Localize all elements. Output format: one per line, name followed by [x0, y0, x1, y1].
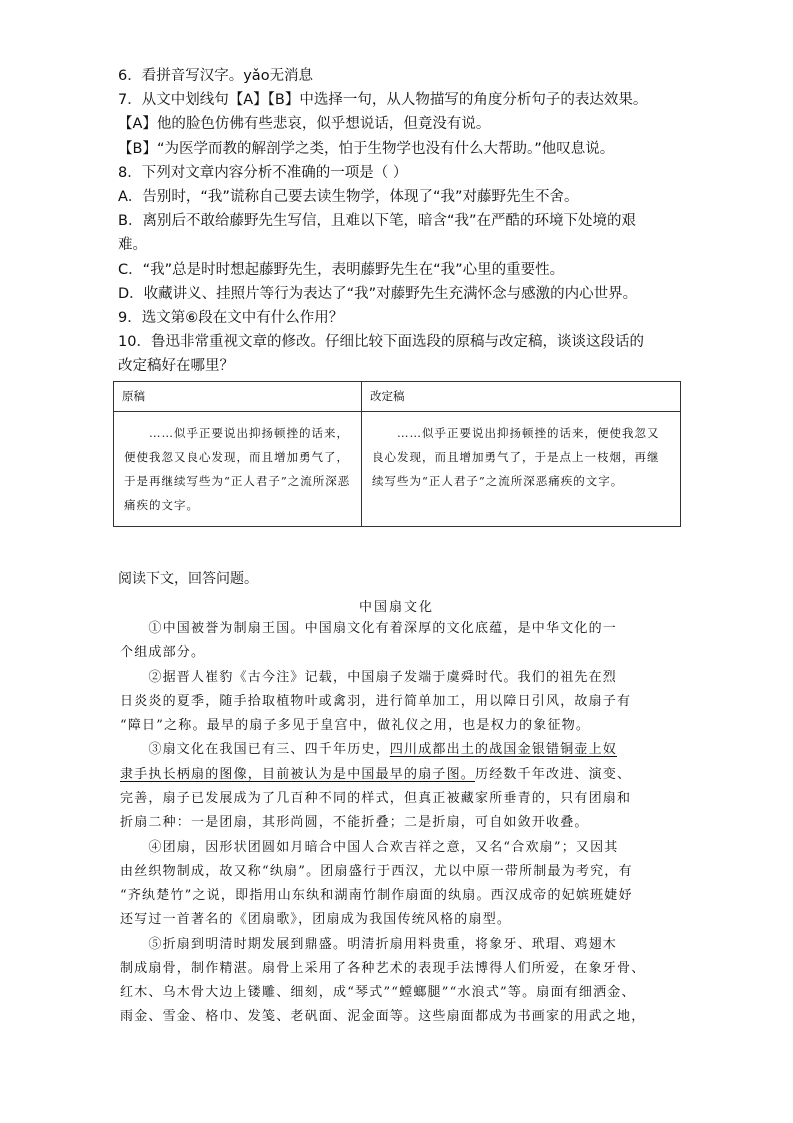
comparison-table: [113, 381, 681, 527]
question-9: 9．选文第⑥段在文中有什么作用？: [118, 310, 344, 326]
underlined-sentence: 四川成都出土的战国金银错铜壶上奴: [389, 742, 618, 757]
underlined-sentence-cont: 隶手执长柄扇的图像，目前被认为是中国最早的扇子图。: [120, 767, 476, 782]
table-header-revised: 改定稿: [362, 382, 681, 412]
article-line: 个组成部分。: [120, 645, 206, 660]
table-cell-revised: ……似乎正要说出抑扬顿挫的话来，便使我忽又良心发现，而且增加勇气了，于是点上一枝烟，再继续写些为“正人君子”之流所深恶痛疾的文字。: [362, 412, 681, 527]
question-8: 8．下列对文章内容分析不准确的一项是（ ）: [118, 165, 408, 181]
article-line: ①中国被誉为制扇王国。中国扇文化有着深厚的文化底蕴，是中华文化的一: [120, 621, 618, 636]
article-line: [120, 738, 617, 762]
article-line: “障日”之称。最早的扇子多见于皇宫中，做礼仪之用，也是权力的象征物。: [120, 718, 591, 733]
table-cell-original: ……似乎正要说出抑扬顿挫的话来，便使我忽又良心发现，而且增加勇气了，于是再继续写些为“正人君子”之流所深恶痛疾的文字。: [114, 412, 362, 527]
question-10: 10．鲁迅非常重视文章的修改。仔细比较下面选段的原稿与改定稿，谈谈这段话的: [118, 334, 644, 350]
article-line: ⑤折扇到明清时期发展到鼎盛。明清折扇用料贵重，将象牙、玳瑁、鸡翅木: [120, 937, 618, 952]
article-line: 红木、乌木骨大边上镂雕、细刻，成“琴式”“螳螂腿”“水浪式”等。扇面有细洒金、: [120, 985, 636, 1000]
article-line: ②据晋人崔豹《古今注》记载，中国扇子发端于虞舜时代。我们的祖先在烈: [120, 670, 618, 685]
article-line: ④团扇，因形状团圆如月暗合中国人合欢吉祥之意，又名“合欢扇”；又因其: [120, 840, 619, 855]
table-header-original: 原稿: [114, 382, 362, 412]
question-8-option-b-cont: 难。: [118, 237, 147, 253]
article-line: 还写过一首著名的《团扇歌》，团扇成为我国传统风格的扇型。: [120, 912, 512, 927]
article-line: 完善，扇子已发展成为了几百种不同的样式，但真正被藏家所垂青的，只有团扇和: [120, 791, 632, 806]
reading-instruction: 阅读下文，回答问题。: [118, 571, 258, 587]
question-8-option-b: B．离别后不敢给藤野先生写信，且难以下笔，暗含“我”在严酷的环境下处境的艰: [118, 213, 636, 229]
question-7: 7．从文中划线句【A】【B】中选择一句，从人物描写的角度分析句子的表达效果。: [118, 92, 648, 108]
article-line: 折扇二种：一是团扇，其形尚圆，不能折叠；二是折扇，可自如敛开收叠。: [120, 815, 589, 830]
article-text: ③扇文化在我国已有三、四千年历史，: [120, 742, 390, 757]
question-8-option-c: C．“我”总是时时想起藤野先生，表明藤野先生在“我”心里的重要性。: [118, 262, 565, 278]
question-8-option-d: D．收藏讲义、挂照片等行为表达了“我”对藤野先生充满怀念与感激的内心世界。: [118, 286, 638, 302]
question-8-option-a: A．告别时，“我”谎称自己要去读生物学，体现了“我”对藤野先生不舍。: [118, 189, 579, 205]
article-text: 历经数千年改进、演变、: [475, 767, 632, 782]
question-7-option-b: 【B】“为医学而教的解剖学之类，怕于生物学也没有什么大帮助。”他叹息说。: [118, 141, 615, 157]
question-10-cont: 改定稿好在哪里？: [118, 358, 234, 374]
article-line: [120, 763, 631, 787]
question-7-option-a: 【A】他的脸色仿佛有些悲哀，似乎想说话，但竟没有说。: [118, 116, 491, 132]
article-line: 由丝织物制成，故又称“纨扇”。团扇盛行于西汉，尤以中原一带所制最为考究，有: [120, 864, 633, 879]
article-line: 制成扇骨，制作精湛。扇骨上采用了各种艺术的表现手法博得人们所爱，在象牙骨、: [120, 961, 646, 976]
article-title: 中国扇文化: [358, 600, 434, 615]
article-line: “齐纨楚竹”之说，即指用山东纨和湖南竹制作扇面的纨扇。西汉成帝的妃嫔班婕妤: [120, 888, 633, 903]
article-line: 雨金、雪金、格巾、发笺、老矾面、泥金面等。这些扇面都成为书画家的用武之地，: [120, 1009, 646, 1024]
article-line: 日炎炎的夏季，随手拾取植物叶或禽羽，进行简单加工，用以障日引风，故扇子有: [120, 694, 632, 709]
question-6: 6．看拼音写汉字。yǎo无消息: [118, 68, 314, 84]
